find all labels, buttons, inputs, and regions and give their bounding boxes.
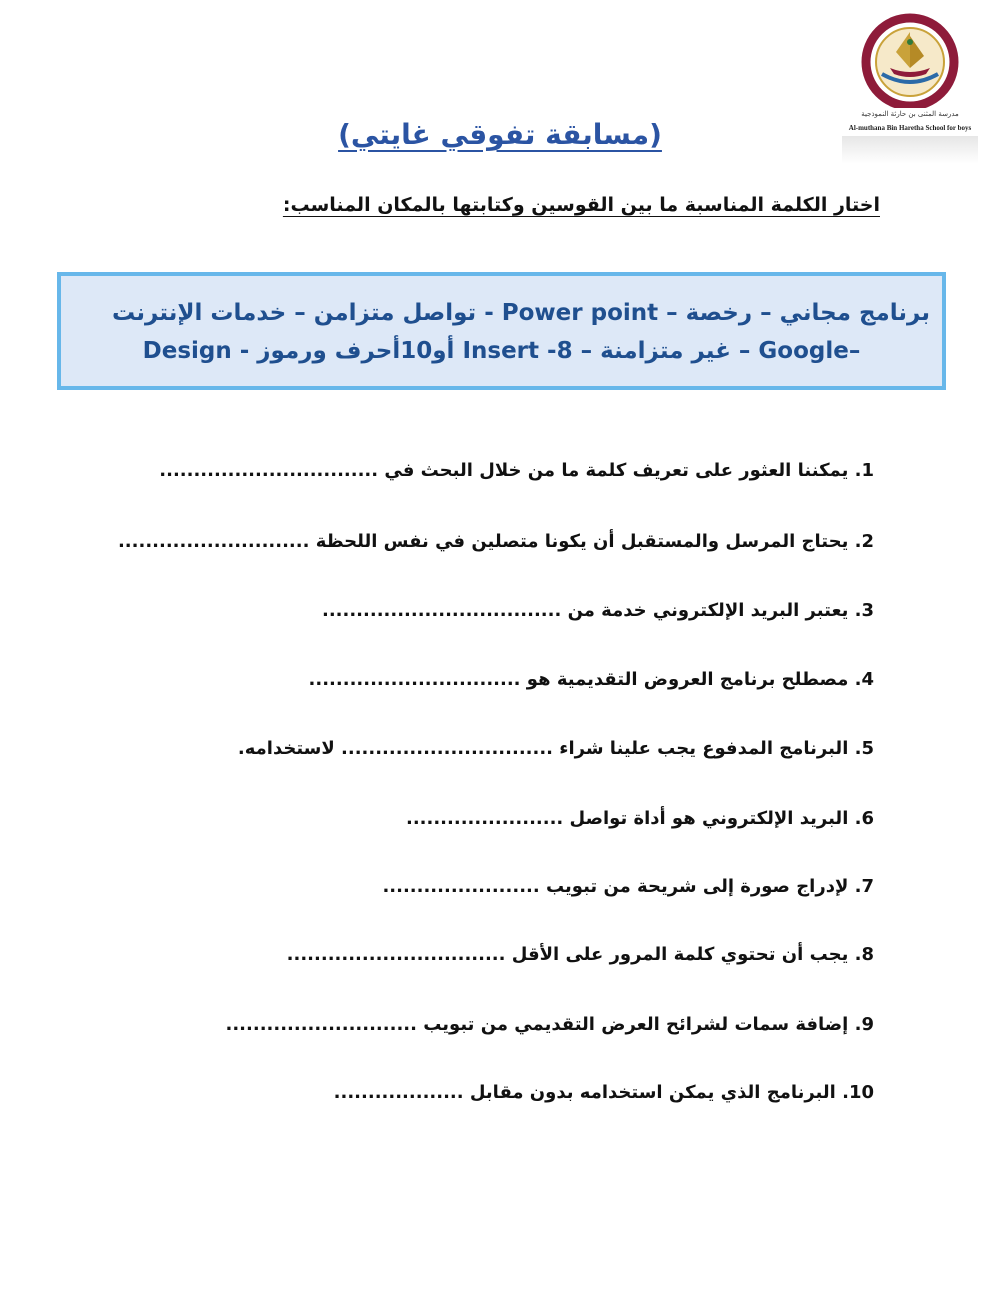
word-bank-box	[57, 272, 946, 390]
school-name-arabic: مدرسة المثنى بن حارثة النموذجية	[861, 110, 959, 118]
question-3: 3. يعتبر البريد الإلكتروني خدمة من ...................................	[321, 600, 874, 621]
school-name-english: Al-muthana Bin Haretha School for boys	[848, 124, 972, 132]
qatar-emblem-icon	[860, 12, 960, 108]
question-1: 1. يمكننا العثور على تعريف كلمة ما من خلال البحث في ................................	[159, 460, 874, 481]
page-title: (مسابقة تفوقي غايتي)	[338, 118, 662, 151]
question-10: 10. البرنامج الذي يمكن استخدامه بدون مقابل ...................	[333, 1082, 874, 1103]
question-2: 2. يحتاج المرسل والمستقبل أن يكونا متصلين في نفس اللحظة ............................	[117, 531, 874, 552]
instruction-text: اختار الكلمة المناسبة ما بين القوسين وكتابتها بالمكان المناسب:	[282, 194, 880, 216]
question-9: 9. إضافة سمات لشرائح العرض التقديمي من تبويب ............................	[225, 1014, 874, 1035]
question-4: 4. مصطلح برنامج العروض التقديمية هو ...............................	[308, 669, 874, 690]
word-bank-line-2: –Google – غير متزامنة – Insert -8 أو10أحرف ورموز - Design	[142, 338, 861, 364]
question-7: 7. لإدراج صورة إلى شريحة من تبويب .......................	[382, 876, 874, 897]
school-logo	[842, 12, 978, 152]
logo-reflection	[842, 136, 978, 164]
question-8: 8. يجب أن تحتوي كلمة المرور على الأقل ................................	[286, 944, 874, 965]
question-5: 5. البرنامج المدفوع يجب علينا شراء ............................... لاستخدامه.	[237, 738, 874, 759]
question-6: 6. البريد الإلكتروني هو أداة تواصل .......................	[405, 808, 874, 829]
word-bank-line-1: برنامج مجاني – رخصة – Power point - تواصل متزامن – خدمات الإنترنت	[112, 300, 930, 326]
